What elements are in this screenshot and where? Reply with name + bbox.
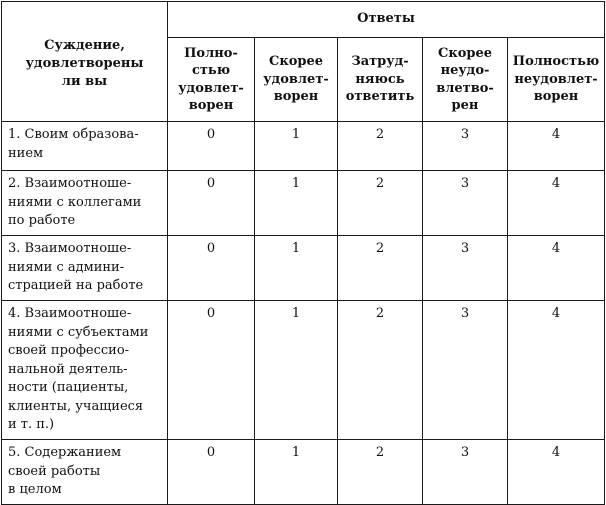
table-row (2, 301, 605, 440)
table-cell: 1 (255, 171, 338, 236)
table-cell: 3 (423, 171, 508, 236)
row-statement: 3. Взаимоотноше- ниями с админи- страцией на работе (2, 236, 168, 301)
judgement-column-header: Суждение, удовлетворены ли вы (2, 2, 168, 122)
table-row (2, 440, 605, 505)
table-cell: 2 (338, 236, 423, 301)
row-statement: 2. Взаимоотноше- ниями с коллегами по работе (2, 171, 168, 236)
table-cell: 0 (168, 171, 255, 236)
table-cell: 4 (508, 440, 605, 505)
satisfaction-survey-table (1, 1, 605, 505)
table-cell: 1 (255, 440, 338, 505)
table-cell: 4 (508, 171, 605, 236)
table-cell: 0 (168, 122, 255, 171)
table-row (2, 236, 605, 301)
table-cell: 4 (508, 236, 605, 301)
table-cell: 0 (168, 301, 255, 440)
row-statement: 1. Своим образова- нием (2, 122, 168, 171)
row-statement: 5. Содержанием своей работы в целом (2, 440, 168, 505)
table-cell: 3 (423, 236, 508, 301)
row-statement: 4. Взаимоотноше- ниями с субъектами своей профессио- нальной деятель- ности (пациенты, клиенты, учащиеся и т. п.) (2, 301, 168, 440)
table-cell: 2 (338, 440, 423, 505)
header-row-top (2, 2, 605, 38)
table-cell: 1 (255, 301, 338, 440)
answers-group-header: Ответы (168, 2, 605, 38)
table-cell: 0 (168, 236, 255, 301)
table-cell: 4 (508, 122, 605, 171)
option-header-rather-unsatisfied: Скорее неудо- влетво- рен (423, 38, 508, 122)
table-row (2, 122, 605, 171)
table-cell: 4 (508, 301, 605, 440)
option-header-rather-satisfied: Скорее удовлет- ворен (255, 38, 338, 122)
table-cell: 2 (338, 122, 423, 171)
option-header-fully-unsatisfied: Полностью неудовлет- ворен (508, 38, 605, 122)
option-header-fully-satisfied: Полно- стью удовлет- ворен (168, 38, 255, 122)
table-cell: 2 (338, 171, 423, 236)
option-header-undecided: Затруд- няюсь ответить (338, 38, 423, 122)
table-cell: 2 (338, 301, 423, 440)
table-cell: 1 (255, 122, 338, 171)
table-cell: 3 (423, 440, 508, 505)
table-cell: 3 (423, 122, 508, 171)
table-cell: 0 (168, 440, 255, 505)
table-cell: 3 (423, 301, 508, 440)
table-row (2, 171, 605, 236)
table-cell: 1 (255, 236, 338, 301)
